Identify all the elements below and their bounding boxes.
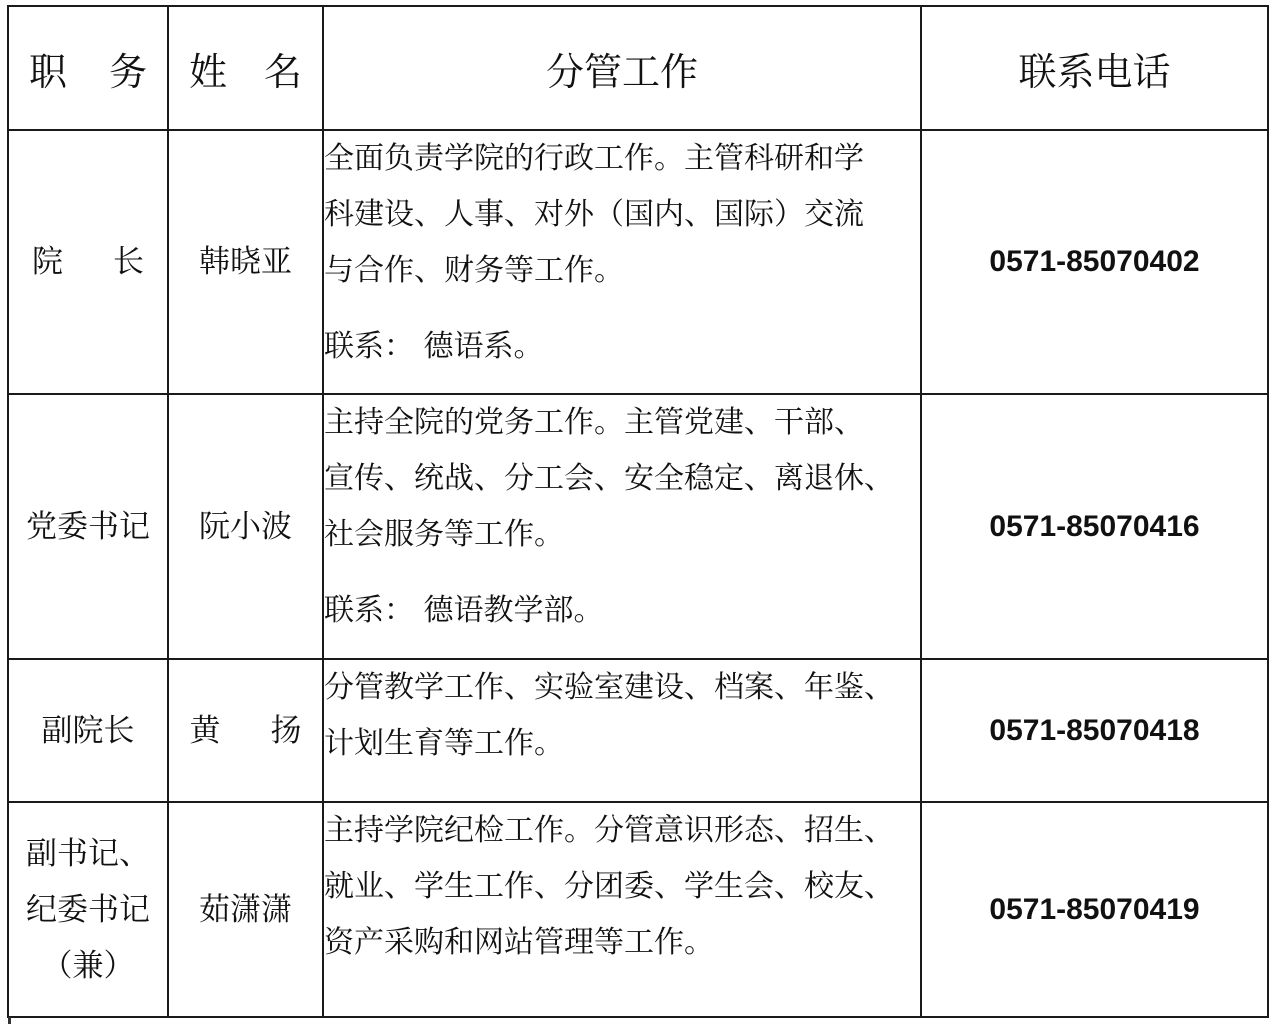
duty-line: 分管教学工作、实验室建设、档案、年鉴、 (324, 670, 894, 705)
contact-line: 联系： 德语教学部。 (324, 593, 604, 628)
phone-cell: 0571-85070402 (921, 130, 1268, 394)
table-row (8, 659, 1268, 802)
table-row (8, 394, 1268, 659)
header-role: 职 务 (8, 6, 168, 130)
role-cell: 院 长 (8, 130, 168, 394)
duty-line: 社会服务等工作。 (324, 517, 564, 552)
duty-cell (323, 394, 921, 659)
header-name: 姓 名 (168, 6, 323, 130)
table-row (8, 802, 1268, 1017)
header-row (8, 6, 1268, 130)
table-row (8, 130, 1268, 394)
duty-line: 就业、学生工作、分团委、学生会、校友、 (324, 869, 894, 904)
name-cell: 阮小波 (168, 394, 323, 659)
duty-line: 主持学院纪检工作。分管意识形态、招生、 (324, 813, 894, 848)
duty-line: 主持全院的党务工作。主管党建、干部、 (324, 405, 864, 440)
name-cell: 茹潇潇 (168, 802, 323, 1017)
duty-line: 科建设、人事、对外（国内、国际）交流 (324, 197, 864, 232)
header-duty: 分管工作 (323, 6, 921, 130)
phone-cell: 0571-85070418 (921, 659, 1268, 802)
page-edge-mark (8, 1017, 11, 1024)
duty-line: 计划生育等工作。 (324, 726, 564, 761)
duty-cell (323, 659, 921, 802)
duty-line: 与合作、财务等工作。 (324, 253, 624, 288)
duty-cell (323, 130, 921, 394)
name-cell: 黄 扬 (168, 659, 323, 802)
role-cell: 副院长 (8, 659, 168, 802)
staff-duties-table (7, 5, 1269, 1018)
phone-cell: 0571-85070419 (921, 802, 1268, 1017)
role-cell: 党委书记 (8, 394, 168, 659)
header-phone: 联系电话 (921, 6, 1268, 130)
duty-line: 全面负责学院的行政工作。主管科研和学 (324, 141, 864, 176)
duty-line: 宣传、统战、分工会、安全稳定、离退休、 (324, 461, 894, 496)
phone-cell: 0571-85070416 (921, 394, 1268, 659)
duty-line: 资产采购和网站管理等工作。 (324, 925, 714, 960)
contact-line: 联系： 德语系。 (324, 329, 544, 364)
role-cell: 副书记、 纪委书记 （兼） (8, 802, 168, 1017)
duty-cell (323, 802, 921, 1017)
name-cell: 韩晓亚 (168, 130, 323, 394)
